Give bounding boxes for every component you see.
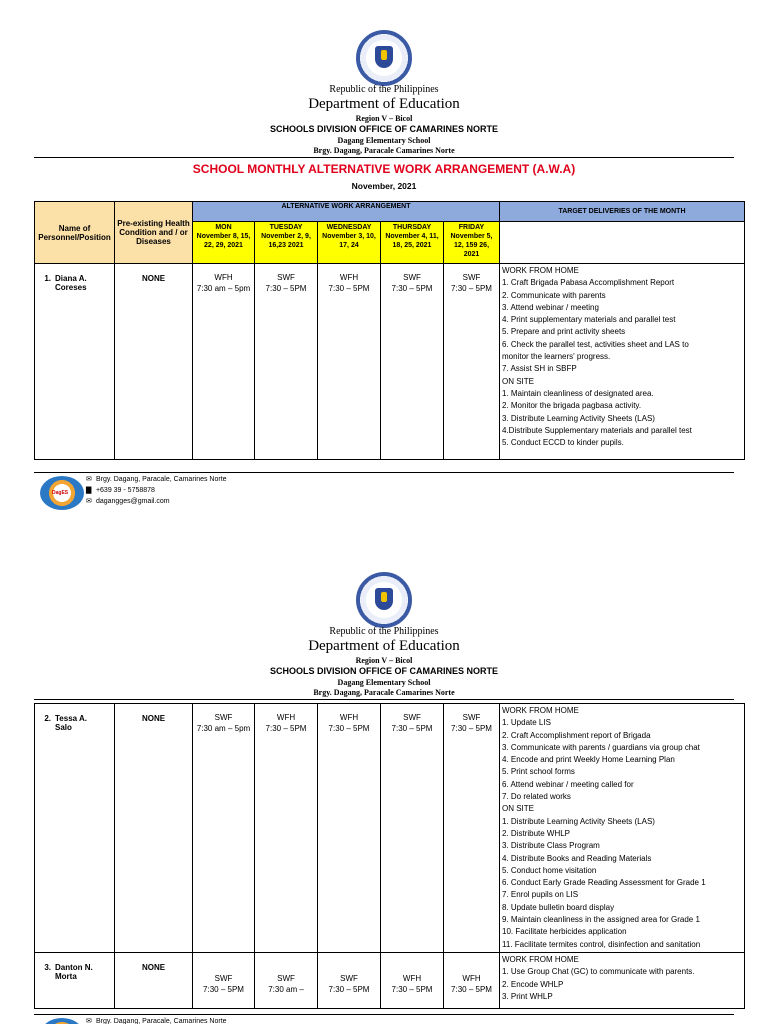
school-name: Dagang Elementary School	[337, 136, 431, 145]
table-row	[35, 704, 745, 953]
footer-divider	[34, 472, 734, 473]
task-line: 4.Distribute Supplementary materials and parallel test	[502, 425, 692, 435]
division-text: SCHOOLS DIVISION OFFICE OF CAMARINES NORTE	[269, 124, 498, 134]
target-blank-cell	[500, 222, 745, 264]
division-text: SCHOOLS DIVISION OFFICE OF CAMARINES NORTE	[269, 666, 498, 676]
task-line: 7. Enrol pupils on LIS	[502, 890, 579, 900]
schedule-cell: WFH 7:30 – 5PM	[318, 704, 381, 953]
task-line: 2. Communicate with parents	[502, 290, 606, 300]
schedule-cell: SWF 7:30 am –	[255, 952, 318, 1008]
day-fri: FRIDAY November 5, 12, 159 26, 2021	[444, 222, 500, 264]
task-line: 6. Attend webinar / meeting called for	[502, 779, 634, 789]
schedule-cell: SWF 7:30 – 5PM	[444, 264, 500, 460]
schedule-cell: SWF 7:30 am – 5pm	[193, 704, 255, 953]
health-cell: NONE	[115, 952, 193, 1008]
school-address: Brgy. Dagang, Paracale Camarines Norte	[313, 146, 455, 155]
task-line: WORK FROM HOME	[502, 266, 579, 275]
task-line: 6. Check the parallel test, activities sheet and LAS to	[502, 339, 689, 349]
schedule-cell: WFH 7:30 – 5PM	[444, 952, 500, 1008]
department-title: Department of Education	[308, 96, 460, 112]
task-line: ON SITE	[502, 804, 535, 814]
task-line: 2. Monitor the brigada pagbasa activity.	[502, 401, 642, 411]
task-line: 5. Prepare and print activity sheets	[502, 327, 626, 337]
task-line: 2. Distribute WHLP	[502, 828, 571, 838]
schedule-cell: SWF 7:30 – 5PM	[381, 264, 444, 460]
health-cell: NONE	[115, 704, 193, 953]
school-logo-icon	[40, 1018, 84, 1024]
header-divider	[34, 157, 734, 158]
school-name: Dagang Elementary School	[337, 678, 431, 687]
task-line: 10. Facilitate herbicides application	[502, 927, 627, 937]
school-logo-icon: DagES	[40, 476, 84, 510]
task-line: 5. Conduct home visitation	[502, 865, 597, 875]
task-line: 3. Attend webinar / meeting	[502, 302, 599, 312]
task-line: 3. Distribute Class Program	[502, 841, 600, 851]
task-line: 2. Craft Accomplishment report of Brigada	[502, 730, 651, 740]
col-header-name: Name of Personnel/Position	[35, 202, 115, 264]
footer-divider	[34, 1014, 734, 1015]
footer-contact: ✉ Brgy. Dagang, Paracale, Camarines Norte	[86, 1016, 227, 1024]
task-line: 3. Distribute Learning Activity Sheets (LAS)	[502, 413, 655, 423]
phone-icon: ▇	[86, 487, 92, 494]
task-line: WORK FROM HOME	[502, 706, 579, 715]
col-header-awa: ALTERNATIVE WORK ARRANGEMENT	[193, 202, 500, 222]
tasks-cell	[500, 952, 745, 1008]
schedule-cell: WFH 7:30 – 5PM	[381, 952, 444, 1008]
col-header-target: TARGET DELIVERIES OF THE MONTH	[500, 202, 745, 222]
table-row	[35, 264, 745, 460]
schedule-cell: SWF 7:30 – 5PM	[444, 704, 500, 953]
document-title: SCHOOL MONTHLY ALTERNATIVE WORK ARRANGEMENT (A.W.A)	[192, 162, 576, 176]
task-line: 5. Print school forms	[502, 767, 575, 777]
task-line: 7. Do related works	[502, 792, 571, 802]
task-line: 1. Craft Brigada Pabasa Accomplishment Report	[502, 278, 675, 288]
schedule-cell: WFH 7:30 – 5PM	[255, 704, 318, 953]
schedule-cell: SWF 7:30 – 5PM	[255, 264, 318, 460]
day-wed: WEDNESDAY November 3, 10, 17, 24	[318, 222, 381, 264]
day-thu: THURSDAY November 4, 11, 18, 25, 2021	[381, 222, 444, 264]
republic-text: Republic of the Philippines	[329, 626, 439, 637]
schedule-cell: WFH 7:30 am – 5pm	[193, 264, 255, 460]
tasks-cell	[500, 264, 745, 460]
schedule-cell: SWF 7:30 – 5PM	[318, 952, 381, 1008]
schedule-cell: SWF 7:30 – 5PM	[381, 704, 444, 953]
day-mon: MON November 8, 15, 22, 29, 2021	[193, 222, 255, 264]
awa-table	[34, 201, 745, 460]
personnel-cell: 2. Tessa A. Salo	[35, 704, 115, 953]
awa-table-continued	[34, 703, 745, 1009]
health-cell: NONE	[115, 264, 193, 460]
task-line: ON SITE	[502, 376, 535, 386]
region-text: Region V – Bicol	[355, 114, 413, 123]
task-line: 1. Maintain cleanliness of designated area.	[502, 388, 654, 398]
task-line: 9. Maintain cleanliness in the assigned area for Grade 1	[502, 915, 700, 925]
task-line: 3. Print WHLP	[502, 991, 553, 1001]
task-line: 4. Distribute Books and Reading Materials	[502, 853, 652, 863]
task-line: 11. Facilitate termites control, disinfection and sanitation	[502, 939, 701, 949]
region-text: Region V – Bicol	[355, 656, 413, 665]
task-line: 3. Communicate with parents / guardians via group chat	[502, 742, 700, 752]
deped-seal-icon	[356, 30, 412, 86]
task-line: 6. Conduct Early Grade Reading Assessment for Grade 1	[502, 878, 706, 888]
month-text: November, 2021	[351, 181, 417, 191]
department-title: Department of Education	[308, 638, 460, 654]
school-address: Brgy. Dagang, Paracale Camarines Norte	[313, 688, 455, 697]
table-row	[35, 952, 745, 1008]
task-line: monitor the learners' progress.	[502, 352, 611, 362]
task-line: 8. Update bulletin board display	[502, 902, 615, 912]
col-header-health: Pre-existing Health Condition and / or Diseases	[115, 202, 193, 264]
schedule-cell: WFH 7:30 – 5PM	[318, 264, 381, 460]
deped-seal-icon	[356, 572, 412, 628]
location-icon: ✉	[86, 476, 92, 483]
task-line: 2. Encode WHLP	[502, 979, 564, 989]
location-icon: ✉	[86, 1018, 92, 1024]
task-line: 1. Use Group Chat (GC) to communicate with parents.	[502, 967, 695, 977]
task-line: 4. Encode and print Weekly Home Learning Plan	[502, 755, 675, 765]
tasks-cell	[500, 704, 745, 953]
email-icon: ✉	[86, 498, 92, 505]
task-line: 1. Distribute Learning Activity Sheets (LAS)	[502, 816, 655, 826]
personnel-cell: 1. Diana A. Coreses	[35, 264, 115, 460]
task-line: 5. Conduct ECCD to kinder pupils.	[502, 438, 624, 448]
footer-contact: ✉ Brgy. Dagang, Paracale, Camarines Norte ▇ +639 39 - 5758878 ✉ dagangges@gmail.com	[86, 476, 227, 505]
task-line: 1. Update LIS	[502, 718, 551, 728]
task-line: WORK FROM HOME	[502, 954, 579, 964]
republic-text: Republic of the Philippines	[329, 84, 439, 95]
schedule-cell: SWF 7:30 – 5PM	[193, 952, 255, 1008]
header-divider	[34, 699, 734, 700]
personnel-cell: 3. Danton N. Morta	[35, 952, 115, 1008]
day-tue: TUESDAY November 2, 9, 16,23 2021	[255, 222, 318, 264]
task-line: 7. Assist SH in SBFP	[502, 364, 577, 374]
task-line: 4. Print supplementary materials and parallel test	[502, 315, 676, 325]
